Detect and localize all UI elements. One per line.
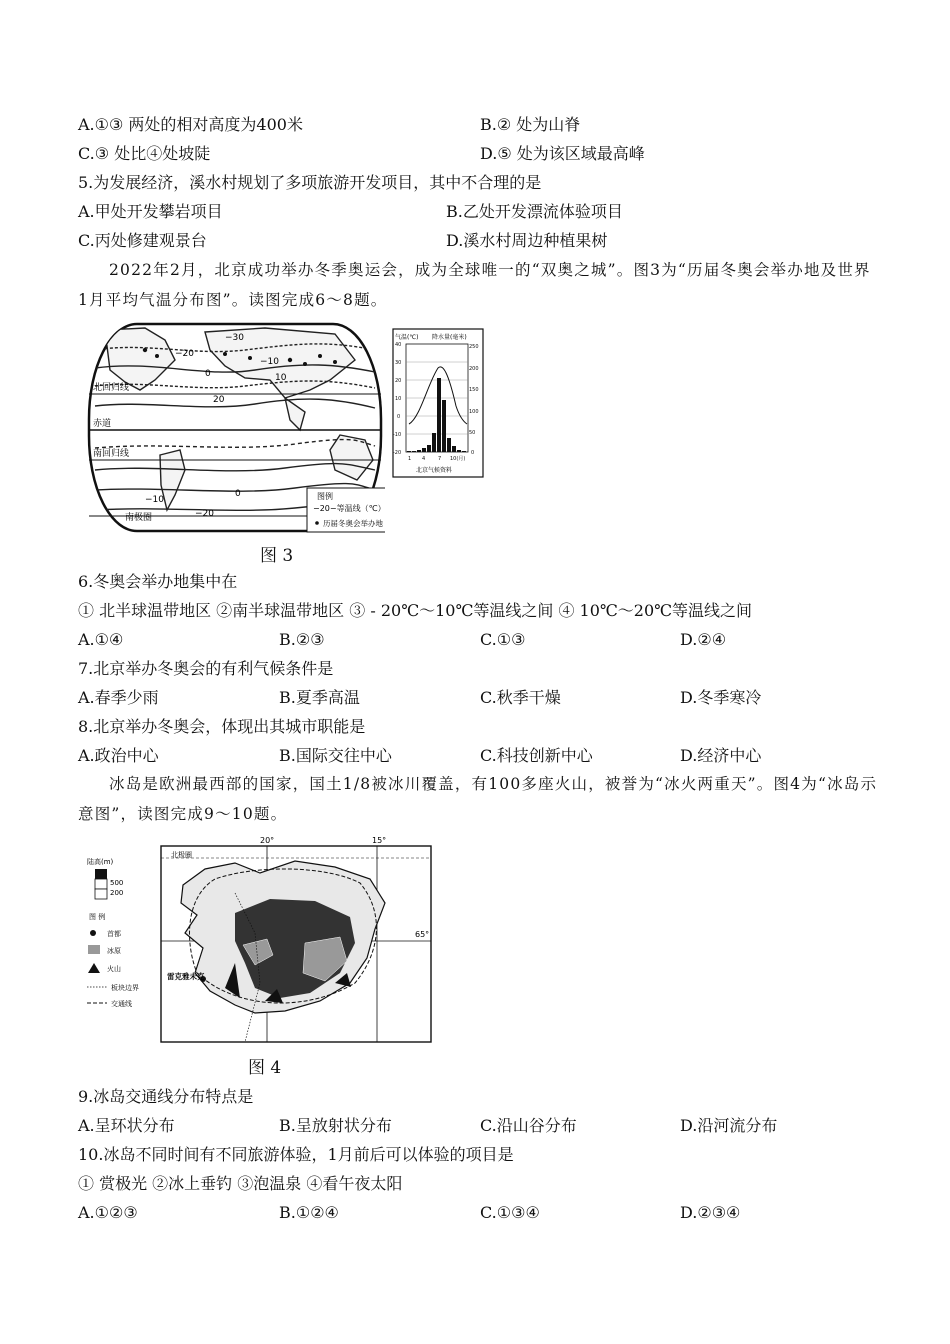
temp-tick: 10 bbox=[395, 396, 402, 402]
q10-option-d: D.②③④ bbox=[680, 1203, 741, 1222]
isotherm-m10: −10 bbox=[260, 357, 279, 367]
q5-option-d: D.溪水村周边种植果树 bbox=[446, 231, 608, 250]
q5-option-c: C.丙处修建观景台 bbox=[78, 231, 207, 250]
intro-6-8: 2022年2月，北京成功举办冬季奥运会，成为全球唯一的“双奥之城”。图3为“历届冬奥会举办地及世界1月平均气温分布图”。读图完成6～8题。 bbox=[78, 261, 871, 309]
fig4-legend-title: 图 例 bbox=[89, 913, 106, 921]
q8-option-d: D.经济中心 bbox=[680, 746, 762, 765]
q8-option-a: A.政治中心 bbox=[78, 746, 159, 765]
capital-label: 雷克雅未克 bbox=[167, 972, 205, 981]
lat-65-label: 65° bbox=[415, 930, 430, 939]
q9-option-d: D.沿河流分布 bbox=[680, 1116, 778, 1135]
legend-plate-boundary: 板块边界 bbox=[111, 984, 139, 992]
q6-stem: 6.冬奥会举办地集中在 bbox=[78, 572, 238, 591]
climate-chart-caption: 北京气候资料 bbox=[416, 467, 453, 474]
precip-tick: 200 bbox=[469, 366, 479, 372]
temp-tick: -10 bbox=[393, 432, 402, 438]
temp-tick: -20 bbox=[393, 450, 402, 456]
isotherm-m30: −30 bbox=[225, 333, 244, 343]
q9-stem: 9.冰岛交通线分布特点是 bbox=[78, 1087, 254, 1106]
q6-statements: ① 北半球温带地区 ②南半球温带地区 ③ - 20℃～10℃等温线之间 ④ 10℃～20℃等温线之间 bbox=[78, 601, 753, 620]
q4-option-a: A.①③ 两处的相对高度为400米 bbox=[78, 115, 303, 134]
figure-3-caption: 图 3 bbox=[260, 546, 294, 566]
isotherm-10: 10 bbox=[275, 373, 287, 383]
q10-stem: 10.冰岛不同时间有不同旅游体验，1月前后可以体验的项目是 bbox=[78, 1145, 514, 1164]
precip-tick: 50 bbox=[469, 430, 476, 436]
month-tick: 10(月) bbox=[450, 456, 466, 462]
fig3-legend-title: 图例 bbox=[317, 492, 333, 501]
isotherm-s20: −20 bbox=[195, 509, 214, 519]
q6-option-b: B.②③ bbox=[279, 630, 325, 649]
legend-volcano: 火山 bbox=[107, 965, 121, 973]
figure-4-caption: 图 4 bbox=[248, 1058, 282, 1078]
intro-9-10: 冰岛是欧洲最西部的国家，国土1/8被冰川覆盖，有100多座火山，被誉为“冰火两重天”。图4为“冰岛示意图”，读图完成9～10题。 bbox=[78, 775, 878, 823]
temp-tick: 30 bbox=[395, 360, 402, 366]
isotherm-0: 0 bbox=[205, 369, 211, 379]
q10-statements: ① 赏极光 ②冰上垂钓 ③泡温泉 ④看午夜太阳 bbox=[78, 1174, 403, 1193]
arctic-circle-label: 北极圈 bbox=[171, 851, 192, 859]
temp-tick: 20 bbox=[395, 378, 402, 384]
temp-tick: 0 bbox=[397, 414, 401, 420]
q4-option-c: C.③ 处比④处坡陡 bbox=[78, 144, 211, 163]
isotherm-s0: 0 bbox=[235, 489, 241, 499]
legend-road: 交通线 bbox=[111, 1000, 132, 1008]
precip-axis-label: 降水量(毫米) bbox=[432, 334, 467, 341]
south-tropic-label: 南回归线 bbox=[93, 449, 130, 459]
lon-15-label: 15° bbox=[372, 836, 387, 845]
q7-option-b: B.夏季高温 bbox=[279, 688, 360, 707]
month-tick: 1 bbox=[408, 456, 412, 462]
q4-option-d: D.⑤ 处为该区域最高峰 bbox=[480, 144, 645, 163]
north-tropic-label: 北回归线 bbox=[93, 383, 130, 393]
q10-option-c: C.①③④ bbox=[480, 1203, 540, 1222]
q8-option-c: C.科技创新中心 bbox=[480, 746, 593, 765]
precip-tick: 0 bbox=[471, 450, 475, 456]
q8-option-b: B.国际交往中心 bbox=[279, 746, 392, 765]
precip-tick: 100 bbox=[469, 409, 479, 415]
antarctic-label: 南极圈 bbox=[125, 513, 153, 523]
isotherm-s10: −10 bbox=[145, 495, 164, 505]
fig4-elevation-title: 陆高(m) bbox=[87, 858, 114, 866]
elevation-500: 500 bbox=[110, 879, 124, 887]
temp-axis-label: 气温(℃) bbox=[395, 334, 419, 341]
isotherm-20: 20 bbox=[213, 395, 225, 405]
q7-option-a: A.春季少雨 bbox=[78, 688, 159, 707]
q7-stem: 7.北京举办冬奥会的有利气候条件是 bbox=[78, 659, 334, 678]
precip-tick: 150 bbox=[469, 387, 479, 393]
month-tick: 4 bbox=[422, 456, 426, 462]
q9-option-a: A.呈环状分布 bbox=[78, 1116, 175, 1135]
q10-option-b: B.①②④ bbox=[279, 1203, 339, 1222]
temp-tick: 40 bbox=[395, 342, 402, 348]
elevation-200: 200 bbox=[110, 889, 124, 897]
figure-4-iceland-map bbox=[85, 833, 435, 1045]
precip-tick: 250 bbox=[469, 344, 479, 350]
legend-capital: 首都 bbox=[107, 930, 121, 938]
equator-label: 赤道 bbox=[93, 419, 112, 429]
q9-option-b: B.呈放射状分布 bbox=[279, 1116, 392, 1135]
q5-stem: 5.为发展经济，溪水村规划了多项旅游开发项目，其中不合理的是 bbox=[78, 173, 542, 192]
q10-option-a: A.①②③ bbox=[78, 1203, 138, 1222]
q6-option-c: C.①③ bbox=[480, 630, 526, 649]
figure-3-climate-chart bbox=[392, 328, 484, 478]
q6-option-d: D.②④ bbox=[680, 630, 727, 649]
q7-option-c: C.秋季干燥 bbox=[480, 688, 561, 707]
fig3-legend-isotherm: −20−等温线（℃） bbox=[313, 504, 385, 513]
legend-glacier: 冰原 bbox=[107, 947, 121, 955]
q6-option-a: A.①④ bbox=[78, 630, 124, 649]
figure-3-world-map bbox=[85, 320, 385, 535]
isotherm-m20: −20 bbox=[175, 349, 194, 359]
q9-option-c: C.沿山谷分布 bbox=[480, 1116, 577, 1135]
q8-stem: 8.北京举办冬奥会，体现出其城市职能是 bbox=[78, 717, 366, 736]
q5-option-b: B.乙处开发漂流体验项目 bbox=[446, 202, 623, 221]
lon-20-label: 20° bbox=[260, 836, 275, 845]
month-tick: 7 bbox=[438, 456, 442, 462]
fig3-legend-site: 历届冬奥会举办地 bbox=[323, 519, 383, 528]
q5-option-a: A.甲处开发攀岩项目 bbox=[78, 202, 223, 221]
q4-option-b: B.② 处为山脊 bbox=[480, 115, 581, 134]
q7-option-d: D.冬季寒冷 bbox=[680, 688, 762, 707]
